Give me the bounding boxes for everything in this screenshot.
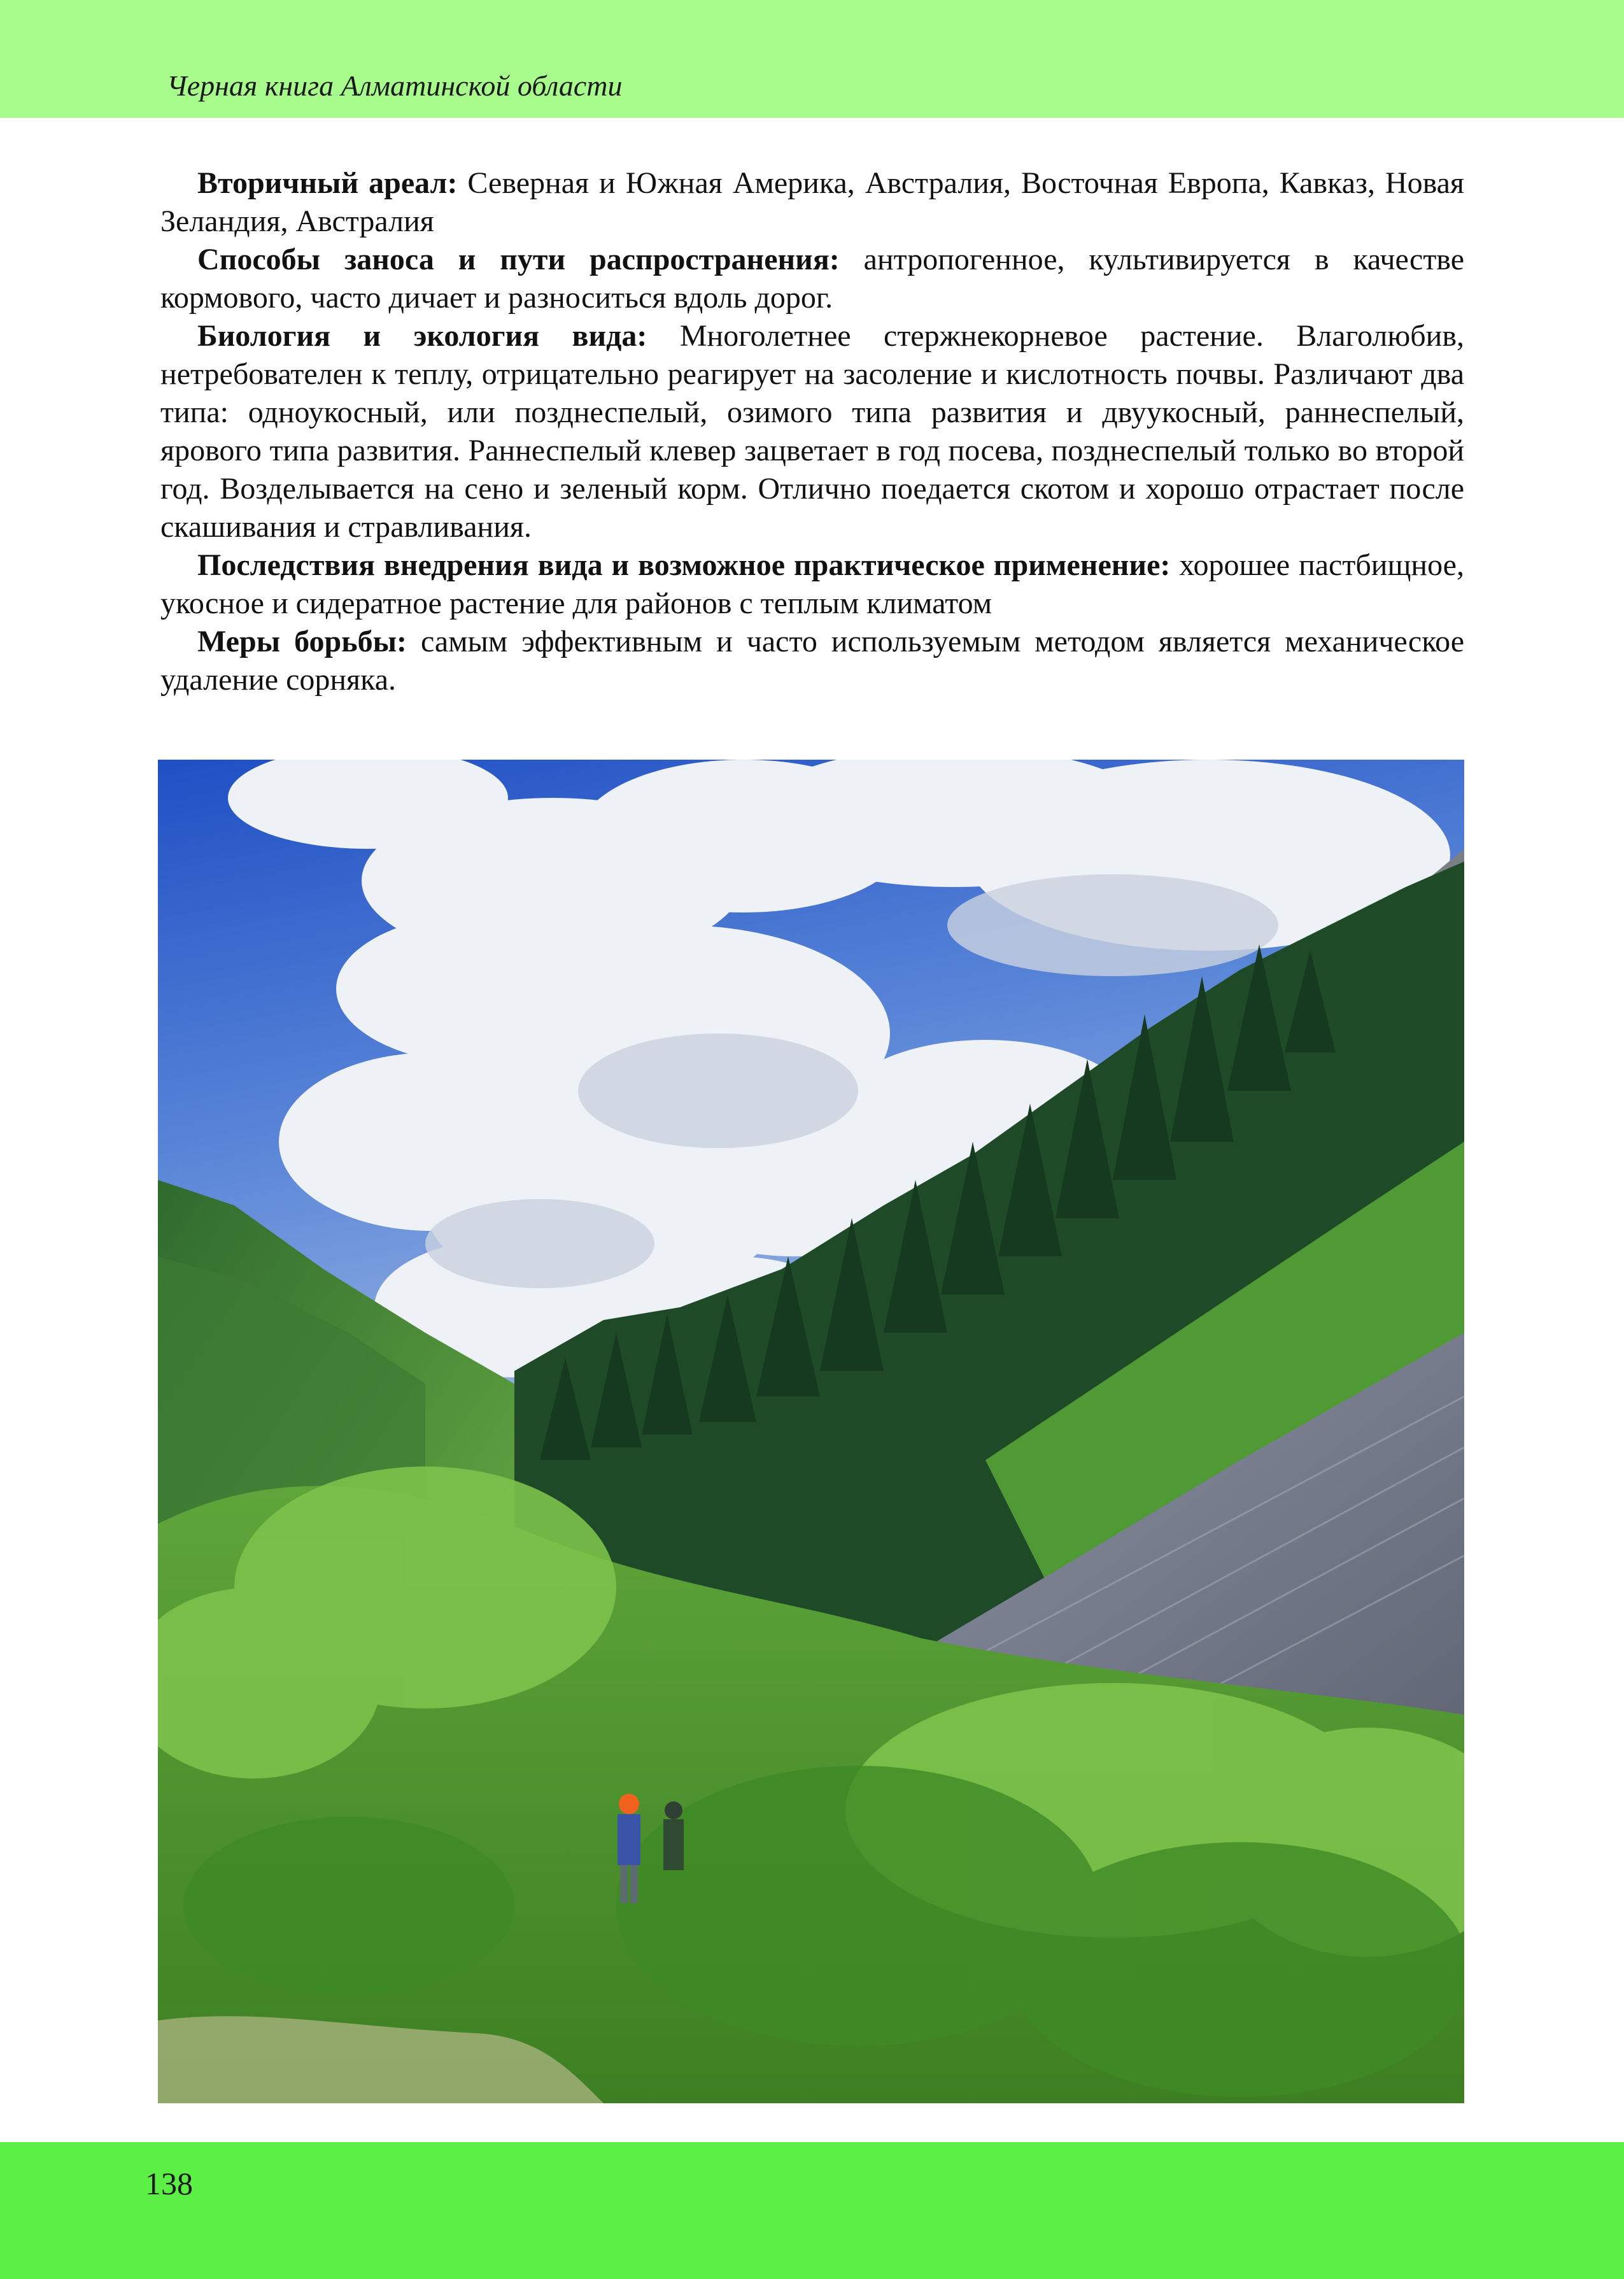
article-body	[160, 164, 1464, 699]
paragraph-text: самым эффективным и часто используемым методом является механическое удаление сорняка.	[160, 625, 1465, 697]
footer-band	[0, 2142, 1624, 2279]
paragraph-control-measures	[160, 623, 1464, 699]
paragraph-label: Биология и экология вида:	[197, 319, 647, 353]
paragraph-label: Способы заноса и пути распространения:	[197, 243, 840, 276]
paragraph-label: Меры борьбы:	[197, 625, 407, 658]
paragraph-text: антропогенное, культивируется в качестве кормового, часто дичает и разноситься вдоль дорог.	[160, 243, 1464, 315]
mountain-valley-photo	[158, 760, 1464, 2103]
paragraph-label: Последствия внедрения вида и возможное практическое применение:	[197, 548, 1171, 582]
paragraph-text: Многолетнее стержнекорневое растение. Влаголюбив, нетребователен к теплу, отрицательно реагирует на засоление и кислотность почвы. Различают два типа: одноукосный, или позднеспелый, озимого типа развития и двуукосный, раннеспелый, ярового типа развития. Раннеспелый клевер зацветает в год посева, позднеспелый только во второй год. Возделывается на сено и зеленый корм. Отлично поедается скотом и хорошо отрастает после скашивания и стравливания.	[160, 319, 1465, 544]
paragraph-text: хорошее пастбищное, укосное и сидератное растение для районов с теплым климатом	[160, 548, 1464, 620]
paragraph-introduction-paths	[160, 241, 1464, 317]
running-header-title: Черная книга Алматинской области	[167, 69, 623, 102]
paragraph-consequences-use	[160, 546, 1464, 623]
paragraph-text: Северная и Южная Америка, Австралия, Восточная Европа, Кавказ, Новая Зеландия, Австралия	[160, 166, 1464, 238]
paragraph-secondary-range	[160, 164, 1464, 241]
paragraph-biology-ecology	[160, 317, 1464, 546]
page-number: 138	[145, 2166, 193, 2201]
paragraph-label: Вторичный ареал:	[197, 166, 458, 200]
